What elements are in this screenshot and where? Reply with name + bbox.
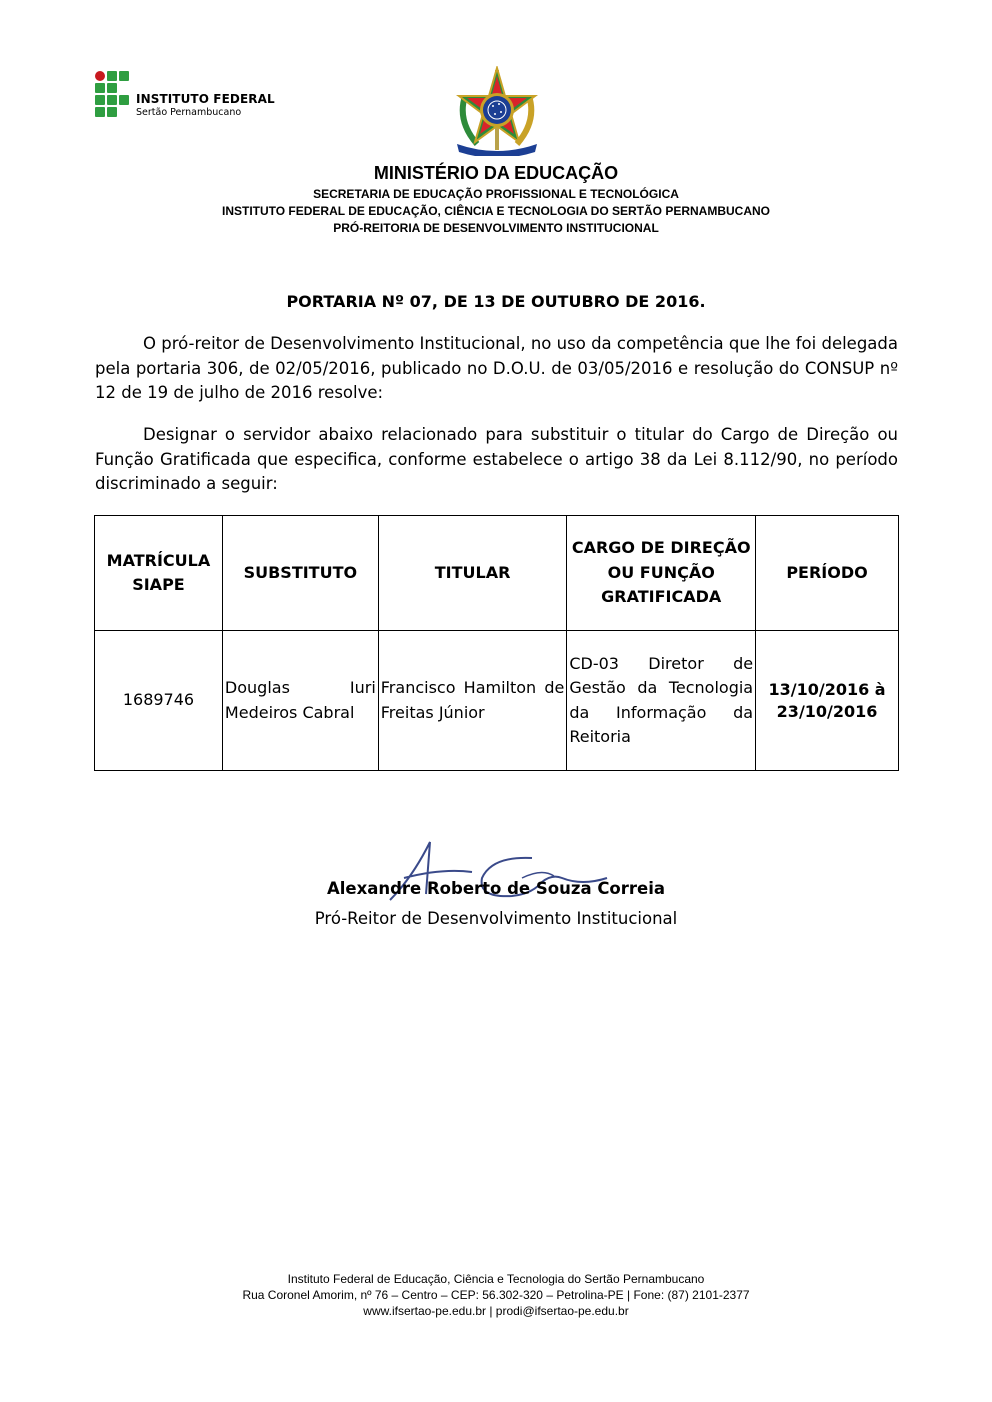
header-siape: MATRÍCULA SIAPE — [95, 516, 223, 631]
signatory-name: Alexandre Roberto de Souza Correia — [326, 879, 666, 898]
footer-institute: Instituto Federal de Educação, Ciência e Tecnologia do Sertão Pernambucano — [287, 1272, 705, 1286]
footer-address: Rua Coronel Amorim, nº 76 – Centro – CEP: 56.302-320 – Petrolina-PE | Fone: (87) 2101-2377 — [242, 1288, 750, 1302]
document-title: PORTARIA Nº 07, DE 13 DE OUTUBRO DE 2016. — [286, 292, 706, 311]
substitution-table — [94, 515, 899, 771]
logo-grid-icon — [95, 71, 131, 117]
logo-title: INSTITUTO FEDERAL — [136, 92, 275, 106]
header-period: PERÍODO — [756, 516, 899, 631]
cell-period: 13/10/2016 à 23/10/2016 — [756, 631, 899, 771]
institute-heading: INSTITUTO FEDERAL DE EDUCAÇÃO, CIÊNCIA E TECNOLOGIA DO SERTÃO PERNAMBUCANO — [221, 204, 771, 218]
table-row — [95, 631, 899, 771]
paragraph-designation: Designar o servidor abaixo relacionado para substituir o titular do Cargo de Direção ou Função Gratificada que especifica, conforme estabelece o artigo 38 da Lei 8.112/90, no período discriminado a seguir: — [95, 425, 898, 493]
table-header-row — [95, 516, 899, 631]
cell-position: CD-03 Diretor de Gestão da Tecnologia da Informação da Reitoria — [567, 631, 756, 771]
secretariat-heading: SECRETARIA DE EDUCAÇÃO PROFISSIONAL E TECNOLÓGICA — [313, 187, 679, 201]
header-position: CARGO DE DIREÇÃO OU FUNÇÃO GRATIFICADA — [567, 516, 756, 631]
header-holder: TITULAR — [378, 516, 567, 631]
cell-siape: 1689746 — [95, 631, 223, 771]
signatory-role: Pró-Reitor de Desenvolvimento Institucional — [314, 909, 678, 928]
coat-of-arms-icon — [451, 66, 543, 156]
ministry-heading: MINISTÉRIO DA EDUCAÇÃO — [373, 163, 619, 183]
paragraph-competence: O pró-reitor de Desenvolvimento Institucional, no uso da competência que lhe foi delegada pela portaria 306, de 02/05/2016, publicado no D.O.U. de 03/05/2016 e resolução do CONSUP nº 12 de 19 de julho de 2016 resolve: — [95, 334, 898, 402]
institute-logo — [95, 71, 285, 119]
footer-contact: www.ifsertao-pe.edu.br | prodi@ifsertao-pe.edu.br — [363, 1304, 629, 1318]
header-substitute: SUBSTITUTO — [222, 516, 378, 631]
cell-substitute: Douglas Iuri Medeiros Cabral — [222, 631, 378, 771]
logo-subtitle: Sertão Pernambucano — [136, 107, 242, 118]
cell-holder: Francisco Hamilton de Freitas Júnior — [378, 631, 567, 771]
office-heading: PRÓ-REITORIA DE DESENVOLVIMENTO INSTITUCIONAL — [333, 221, 659, 235]
